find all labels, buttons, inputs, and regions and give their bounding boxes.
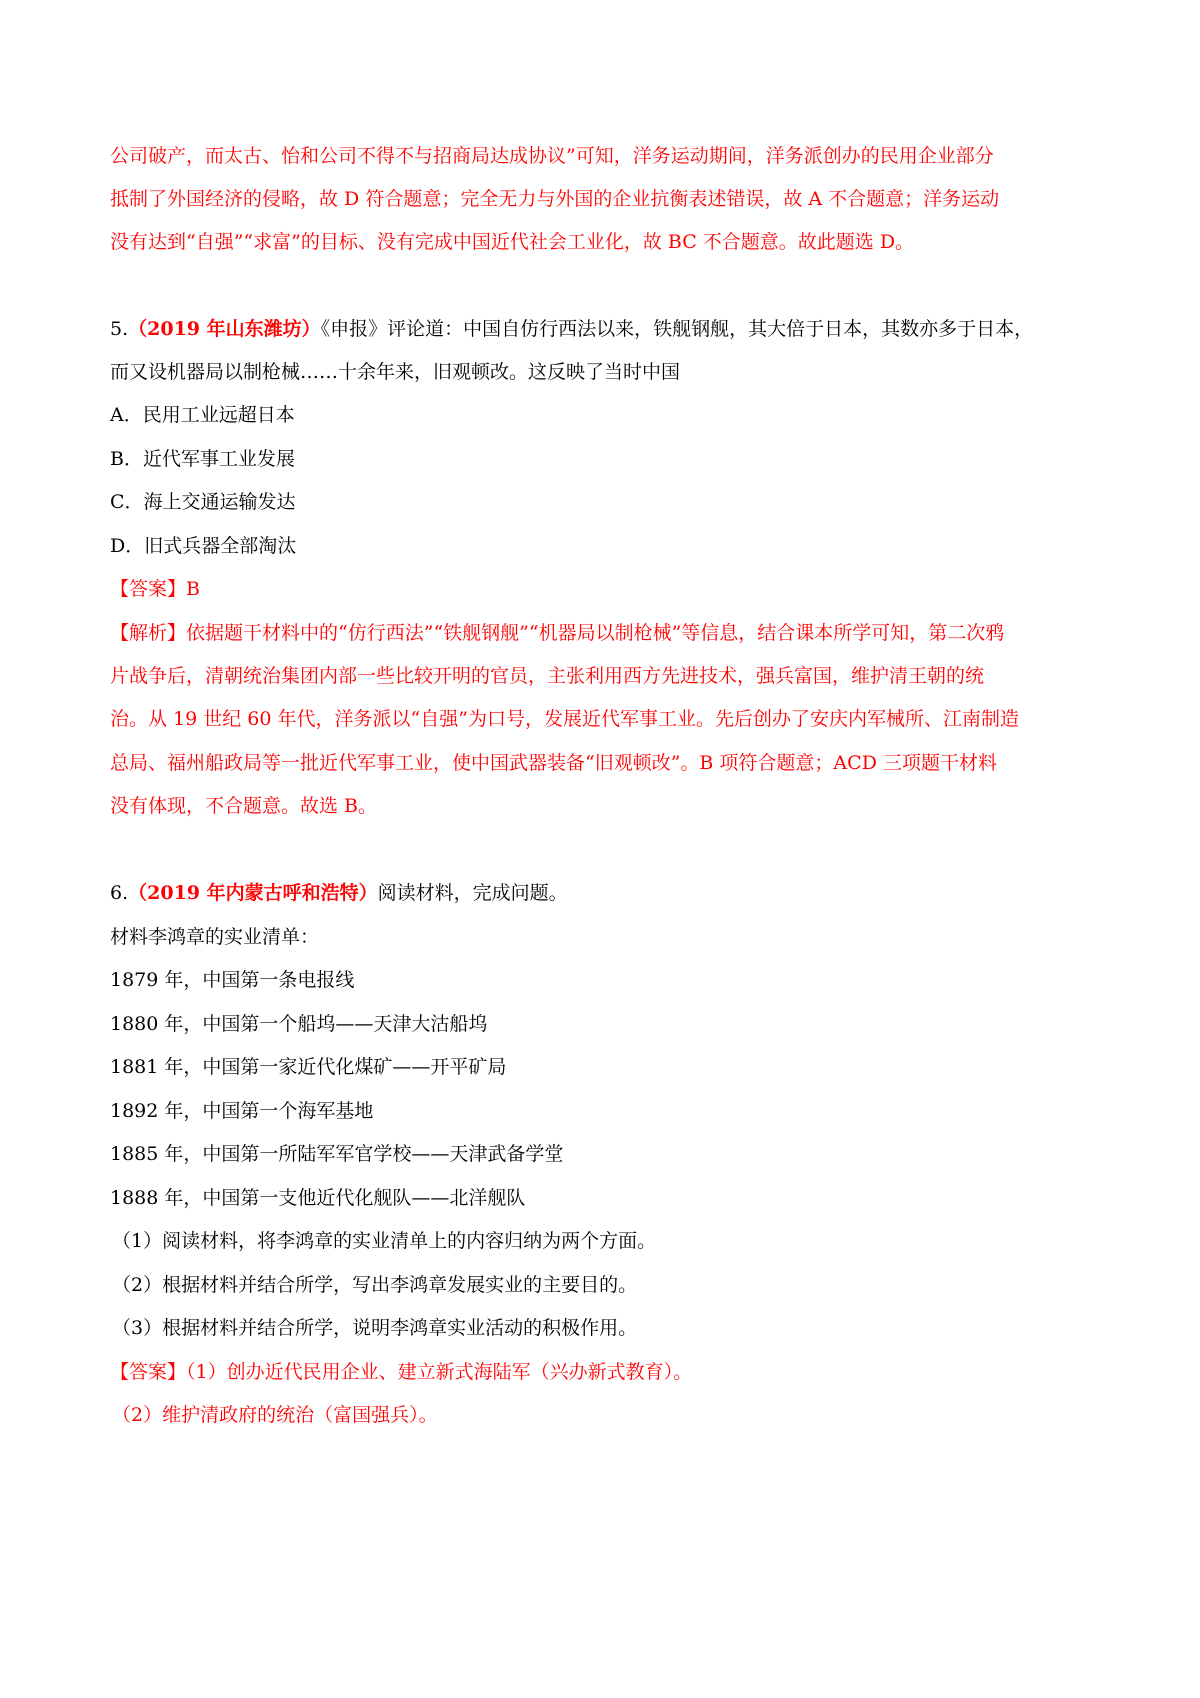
question-6-stem [110,880,1100,906]
question-number: 5. [110,318,129,340]
material-item: 1880 年，中国第一个船坞——天津大沽船坞 [110,1013,488,1035]
analysis-line: 片战争后，清朝统治集团内部一些比较开明的官员，主张利用西方先进技术，强兵富国，维护清王朝的统 [110,665,985,687]
sub-question-1: （1）阅读材料，将李鸿章的实业清单上的内容归纳为两个方面。 [112,1230,657,1252]
option-a: A．民用工业远超日本 [110,404,295,426]
option-c: C．海上交通运输发达 [110,491,296,513]
material-title: 材料李鸿章的实业清单： [110,926,320,948]
answer-label: 【答案】 [110,1361,187,1383]
sub-question-2: （2）根据材料并结合所学，写出李鸿章发展实业的主要目的。 [112,1274,638,1296]
analysis-line: 治。从 19 世纪 60 年代，洋务派以“自强”为口号，发展近代军事工业。先后创办了安庆内军械所、江南制造 [110,708,1019,730]
answer-text: （1）创办近代民用企业、建立新式海陆军（兴办新式教育）。 [186,1361,693,1383]
answer-value: B [186,578,200,600]
material-item: 1888 年，中国第一支他近代化舰队——北洋舰队 [110,1187,526,1209]
analysis-label: 【解析】 [110,622,187,644]
sub-question-3: （3）根据材料并结合所学，说明李鸿章实业活动的积极作用。 [112,1317,638,1339]
material-item: 1879 年，中国第一条电报线 [110,969,355,991]
question-stem-text: 阅读材料，完成问题。 [377,882,568,904]
answer-label: 【答案】 [110,578,187,600]
question-5-answer [110,576,1100,602]
question-5-stem-continued: 而又设机器局以制枪械……十余年来，旧观顿改。这反映了当时中国 [110,361,681,383]
question-source: （2019 年内蒙古呼和浩特） [128,882,378,904]
prev-explanation-line: 公司破产，而太古、怡和公司不得不与招商局达成协议”可知，洋务运动期间，洋务派创办的民用企业部分 [110,145,994,167]
question-6-answer [110,1359,1100,1385]
question-5-stem [110,316,1100,342]
analysis-text: 依据题干材料中的“仿行西法”“铁舰钢舰”“机器局以制枪械”等信息，结合课本所学可知，第二次鸦 [186,622,1005,644]
material-item: 1892 年，中国第一个海军基地 [110,1100,374,1122]
option-d: D．旧式兵器全部淘汰 [110,535,297,557]
material-item: 1881 年，中国第一家近代化煤矿——开平矿局 [110,1056,507,1078]
material-item: 1885 年，中国第一所陆军军官学校——天津武备学堂 [110,1143,564,1165]
option-b: B．近代军事工业发展 [110,448,295,470]
question-stem-text: 《申报》评论道：中国自仿行西法以来，铁舰钢舰，其大倍于日本，其数亦多于日本， [320,318,1034,340]
analysis-line: 没有体现，不合题意。故选 B。 [110,795,378,817]
analysis-line: 总局、福州船政局等一批近代军事工业，使中国武器装备“旧观顿改”。B 项符合题意；ACD 三项题干材料 [110,752,997,774]
question-source: （2019 年山东潍坊） [128,318,321,340]
question-5-analysis [110,620,1100,646]
answer-line: （2）维护清政府的统治（富国强兵）。 [112,1404,438,1426]
prev-explanation-line: 没有达到“自强”“求富”的目标、没有完成中国近代社会工业化，故 BC 不合题意。故此题选 D。 [110,231,915,253]
prev-explanation-line: 抵制了外国经济的侵略，故 D 符合题意；完全无力与外国的企业抗衡表述错误，故 A 不合题意；洋务运动 [110,188,1000,210]
question-number: 6. [110,882,129,904]
